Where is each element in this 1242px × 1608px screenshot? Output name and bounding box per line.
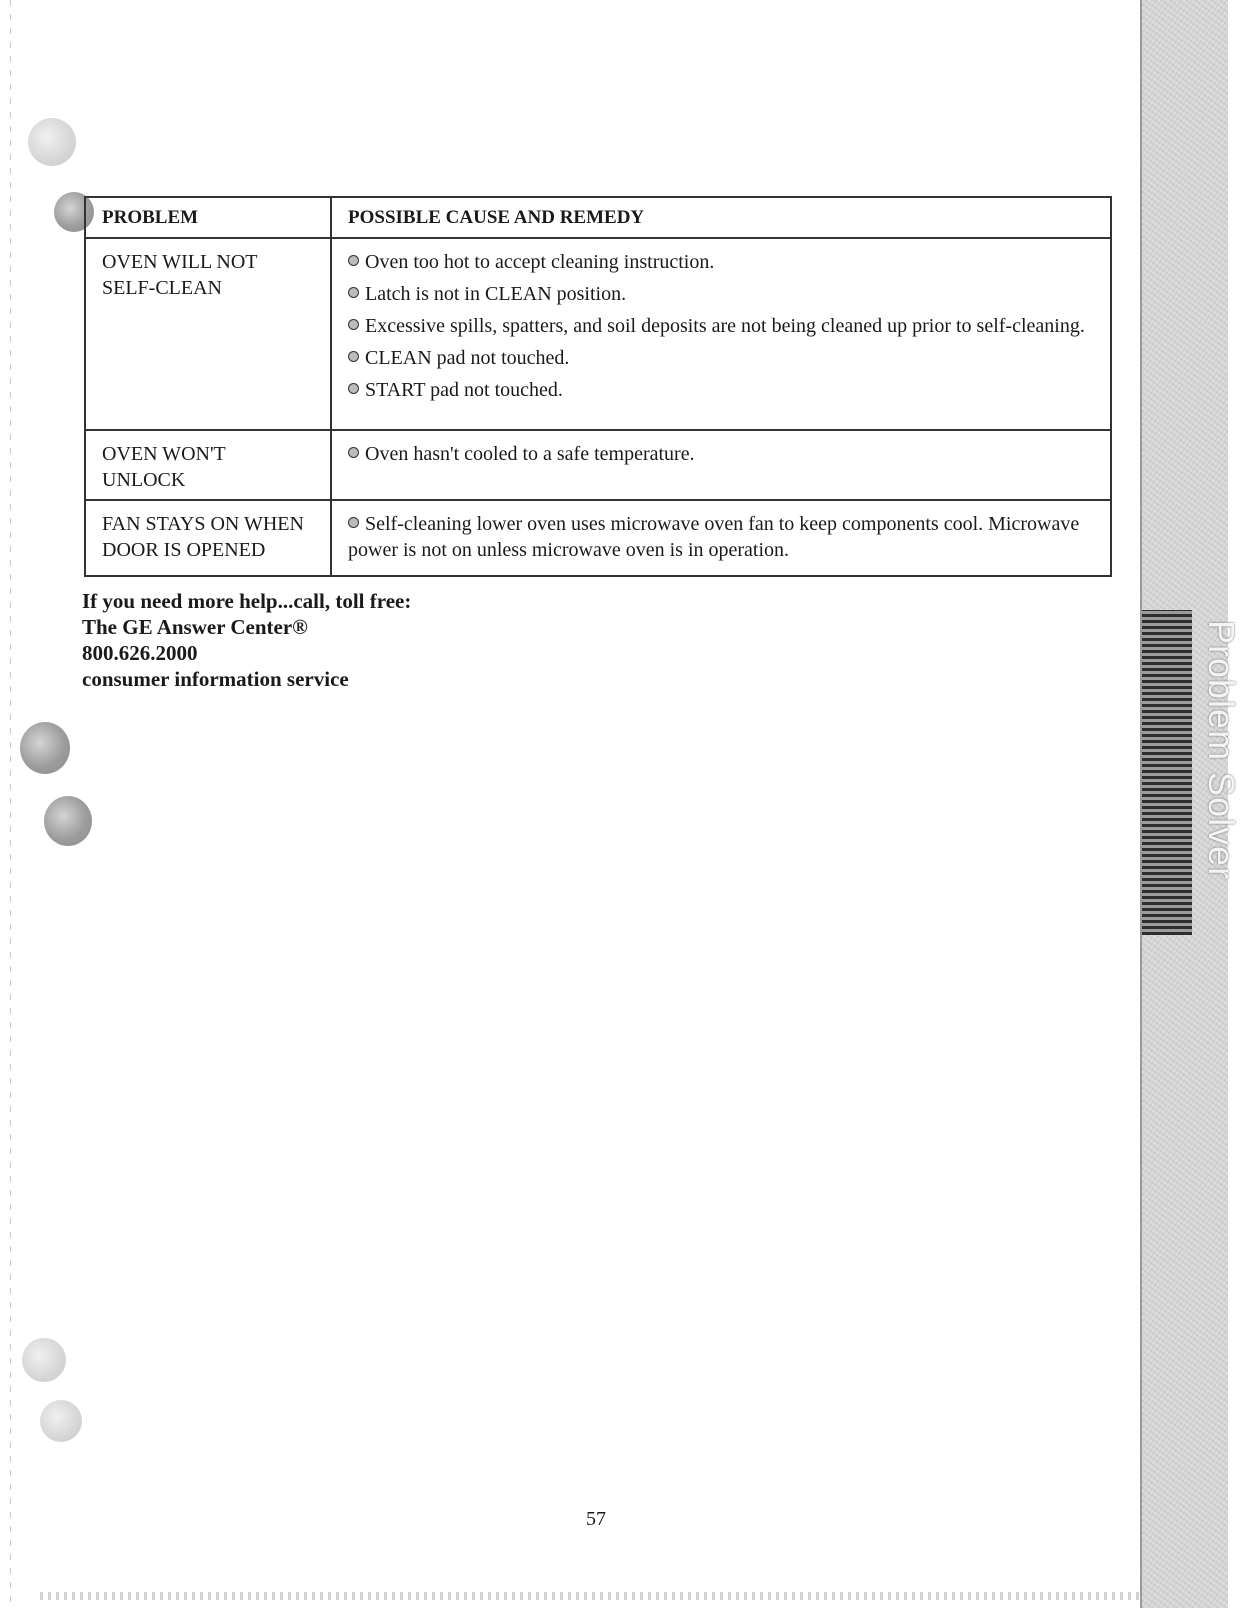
circle-bullet-icon bbox=[348, 447, 359, 458]
list-item bbox=[348, 377, 1094, 403]
remedy-text: Oven hasn't cooled to a safe temperature. bbox=[365, 442, 695, 465]
remedy-cell bbox=[331, 500, 1111, 576]
circle-bullet-icon bbox=[348, 255, 359, 266]
punch-hole-icon bbox=[44, 796, 92, 846]
page-number: 57 bbox=[586, 1508, 606, 1530]
list-item bbox=[348, 441, 1094, 467]
remedy-text: CLEAN pad not touched. bbox=[365, 346, 570, 369]
problem-text: OVEN WILL NOT bbox=[102, 250, 258, 273]
remedy-text: Excessive spills, spatters, and soil deposits are not being cleaned up prior to self-cleaning. bbox=[365, 314, 1085, 337]
problem-cell bbox=[85, 238, 331, 430]
header-problem: PROBLEM bbox=[85, 197, 331, 238]
scan-left-edge bbox=[10, 0, 11, 1608]
punch-hole-icon bbox=[22, 1338, 66, 1382]
punch-hole-icon bbox=[20, 722, 70, 774]
remedy-list bbox=[348, 511, 1094, 563]
punch-hole-icon bbox=[28, 118, 76, 166]
problem-text: OVEN WON'T bbox=[102, 442, 226, 465]
side-tab-block bbox=[1142, 610, 1192, 935]
table-row bbox=[85, 500, 1111, 576]
problem-text: DOOR IS OPENED bbox=[102, 538, 266, 561]
remedy-text: Latch is not in CLEAN position. bbox=[365, 282, 627, 305]
problem-cell bbox=[85, 430, 331, 500]
remedy-text: Oven too hot to accept cleaning instruction. bbox=[365, 250, 715, 273]
help-phone-number: 800.626.2000 bbox=[82, 641, 198, 665]
circle-bullet-icon bbox=[348, 319, 359, 330]
help-line: If you need more help...call, toll free: bbox=[82, 589, 412, 613]
remedy-cell bbox=[331, 238, 1111, 430]
remedy-text: Self-cleaning lower oven uses microwave oven fan to keep components cool. Microwave power is not on unless microwave oven is in operation. bbox=[348, 512, 1080, 561]
remedy-cell bbox=[331, 430, 1111, 500]
header-cause-remedy: POSSIBLE CAUSE AND REMEDY bbox=[331, 197, 1111, 238]
list-item bbox=[348, 511, 1094, 563]
punch-hole-icon bbox=[40, 1400, 82, 1442]
list-item bbox=[348, 313, 1094, 339]
problem-text: FAN STAYS ON WHEN bbox=[102, 512, 304, 535]
circle-bullet-icon bbox=[348, 351, 359, 362]
remedy-list bbox=[348, 249, 1094, 403]
circle-bullet-icon bbox=[348, 517, 359, 528]
circle-bullet-icon bbox=[348, 287, 359, 298]
list-item bbox=[348, 281, 1094, 307]
list-item bbox=[348, 345, 1094, 371]
side-tab-label: Problem Solver bbox=[1201, 620, 1242, 881]
problem-text: UNLOCK bbox=[102, 468, 186, 491]
table-row bbox=[85, 430, 1111, 500]
problem-text: SELF-CLEAN bbox=[102, 276, 222, 299]
remedy-text: START pad not touched. bbox=[365, 378, 563, 401]
problem-cell bbox=[85, 500, 331, 576]
troubleshooting-table bbox=[84, 196, 1112, 577]
help-contact-block bbox=[82, 588, 411, 692]
list-item bbox=[348, 249, 1094, 275]
help-line: The GE Answer Center® bbox=[82, 615, 308, 639]
table-header-row bbox=[85, 197, 1111, 238]
circle-bullet-icon bbox=[348, 383, 359, 394]
scan-bottom-noise bbox=[40, 1592, 1140, 1600]
side-tab-strip bbox=[1140, 0, 1242, 1608]
remedy-list bbox=[348, 441, 1094, 467]
table-row bbox=[85, 238, 1111, 430]
help-line: consumer information service bbox=[82, 667, 349, 691]
